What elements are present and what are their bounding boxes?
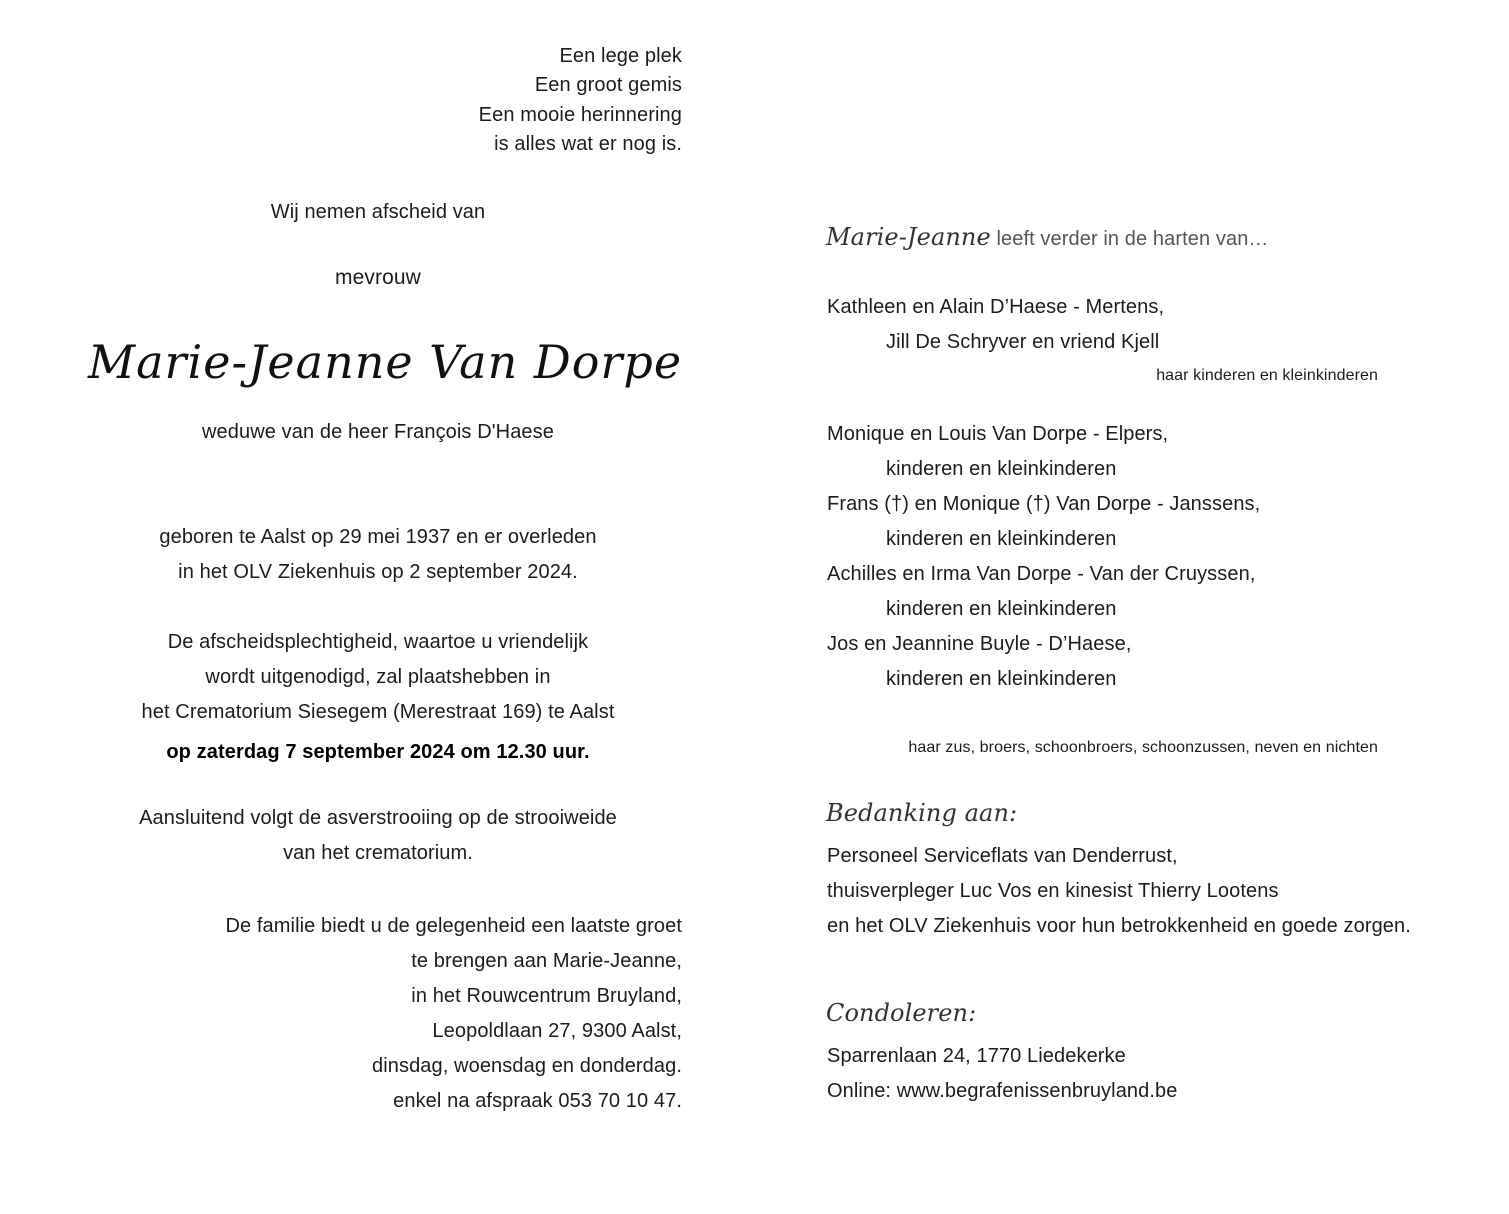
ceremony-line: het Crematorium Siesegem (Merestraat 169) te Aalst [141,701,615,723]
birth-death-line: geboren te Aalst op 29 mei 1937 en er overleden [159,526,597,548]
family-line: Kathleen en Alain D’Haese - Mertens, [827,296,1165,318]
thanks-line: en het OLV Ziekenhuis voor hun betrokkenheid en goede zorgen. [827,915,1411,937]
poem-line: is alles wat er nog is. [494,133,682,155]
heading-script-name: Marie-Jeanne [826,223,991,251]
poem-line: Een groot gemis [534,74,682,96]
ceremony-line: wordt uitgenodigd, zal plaatshebben in [205,666,551,688]
survivors-heading [826,222,1269,252]
visit-line: Leopoldlaan 27, 9300 Aalst, [432,1020,682,1042]
sibling-sub: kinderen en kleinkinderen [886,458,1117,480]
visit-line: dinsdag, woensdag en donderdag. [371,1055,682,1077]
visit-line: te brengen aan Marie-Jeanne, [411,950,682,972]
visit-line: enkel na afspraak 053 70 10 47. [393,1090,682,1112]
sibling-couple: Jos en Jeannine Buyle - D’Haese, [827,633,1132,655]
intro-text: Wij nemen afscheid van [270,201,486,223]
thanks-line: thuisverpleger Luc Vos en kinesist Thierry Lootens [827,880,1279,902]
deceased-name: Marie-Jeanne Van Dorpe [88,335,683,389]
birth-death-line: in het OLV Ziekenhuis op 2 september 2024. [178,561,578,583]
thanks-line: Personeel Serviceflats van Denderrust, [827,845,1178,867]
sibling-couple: Monique en Louis Van Dorpe - Elpers, [827,423,1169,445]
visit-line: De familie biedt u de gelegenheid een laatste groet [225,915,682,937]
widow-of: weduwe van de heer François D'Haese [202,421,554,443]
scattering-line: Aansluitend volgt de asverstrooiing op de strooiweide [139,807,617,829]
visit-line: in het Rouwcentrum Bruyland, [411,985,682,1007]
sibling-couple: Achilles en Irma Van Dorpe - Van der Cruyssen, [827,563,1256,585]
poem-line: Een lege plek [559,45,682,67]
thanks-heading: Bedanking aan: [826,799,1018,827]
siblings-note: haar zus, broers, schoonbroers, schoonzussen, neven en nichten [908,739,1378,756]
sibling-couple: Frans (†) en Monique (†) Van Dorpe - Janssens, [827,493,1261,515]
condolences-heading: Condoleren: [826,999,977,1027]
family-line: Jill De Schryver en vriend Kjell [886,331,1160,353]
sibling-sub: kinderen en kleinkinderen [886,668,1117,690]
family-note: haar kinderen en kleinkinderen [1156,367,1378,384]
salutation: mevrouw [335,266,421,289]
heading-rest: leeft verder in de harten van… [996,228,1269,250]
ceremony-line: De afscheidsplechtigheid, waartoe u vriendelijk [167,631,589,653]
sibling-sub: kinderen en kleinkinderen [886,598,1117,620]
ceremony-date: op zaterdag 7 september 2024 om 12.30 uur. [166,741,590,763]
condolences-address: Sparrenlaan 24, 1770 Liedekerke [827,1045,1126,1067]
condolences-online-link[interactable]: Online: www.begrafenissenbruyland.be [827,1080,1178,1102]
scattering-line: van het crematorium. [283,842,473,864]
poem-line: Een mooie herinnering [478,104,682,126]
sibling-sub: kinderen en kleinkinderen [886,528,1117,550]
